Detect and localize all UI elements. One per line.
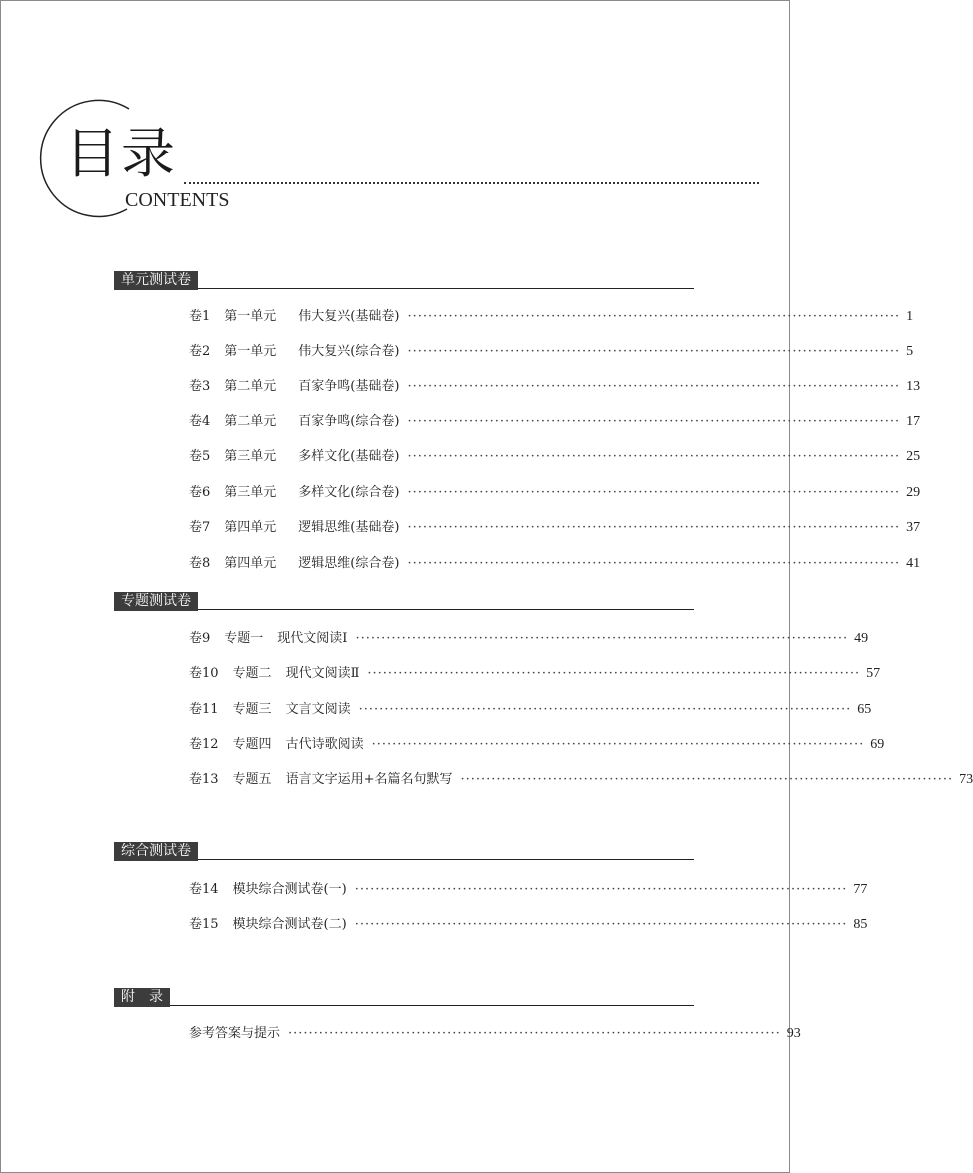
- section-header: [114, 269, 694, 289]
- section-header: [114, 840, 694, 860]
- dot-leader: ································································································: [407, 309, 901, 324]
- entry-page: 5: [906, 344, 914, 359]
- dot-leader: ································································································: [358, 702, 852, 717]
- toc-entry[interactable]: [189, 305, 914, 325]
- entry-label: 卷4: [189, 414, 211, 429]
- dot-leader: ································································································: [407, 449, 901, 464]
- entry-unit: 第一单元: [224, 309, 277, 324]
- entry-label: 卷11: [189, 702, 219, 717]
- dot-leader: ································································································: [407, 344, 901, 359]
- toc-entry[interactable]: [189, 627, 869, 647]
- entry-unit: 专题四: [232, 737, 272, 752]
- entry-label: 卷6: [189, 485, 211, 500]
- entry-page: 13: [906, 379, 921, 394]
- entry-page: 57: [866, 666, 881, 681]
- toc-entry[interactable]: [189, 1022, 801, 1042]
- entry-title: 模块综合测试卷(二): [232, 917, 347, 932]
- entry-label: 卷1: [189, 309, 211, 324]
- entry-label: 卷13: [189, 772, 219, 787]
- dot-leader: ································································································: [407, 520, 901, 535]
- entry-title: 伟大复兴(基础卷): [298, 309, 400, 324]
- dot-leader: ································································································: [355, 631, 849, 646]
- entry-page: 29: [906, 485, 921, 500]
- toc-entry[interactable]: [189, 445, 921, 465]
- entry-page: 77: [853, 882, 868, 897]
- entry-title: 参考答案与提示: [189, 1026, 281, 1041]
- section-header: [114, 986, 694, 1006]
- toc-entry[interactable]: [189, 662, 881, 682]
- title-dotted-rule: [184, 182, 759, 184]
- entry-label: 卷10: [189, 666, 219, 681]
- dot-leader: ································································································: [288, 1026, 781, 1041]
- entry-title: 现代文阅读Ⅰ: [277, 631, 348, 646]
- dot-leader: ································································································: [371, 737, 865, 752]
- toc-entry[interactable]: [189, 410, 921, 430]
- entry-unit: 第四单元: [224, 520, 277, 535]
- toc-entry[interactable]: [189, 516, 921, 536]
- entry-title: 模块综合测试卷(一): [232, 882, 347, 897]
- toc-entry[interactable]: [189, 733, 885, 753]
- entry-title: 逻辑思维(基础卷): [298, 520, 400, 535]
- entry-unit: 专题五: [232, 772, 272, 787]
- dot-leader: ································································································: [407, 379, 901, 394]
- entry-unit: 第一单元: [224, 344, 277, 359]
- entry-title: 古代诗歌阅读: [285, 737, 364, 752]
- entry-page: 65: [857, 702, 872, 717]
- section-title: 单元测试卷: [114, 271, 198, 290]
- entry-label: 卷12: [189, 737, 219, 752]
- toc-entry[interactable]: [189, 375, 921, 395]
- dot-leader: ································································································: [407, 485, 901, 500]
- entry-label: 卷15: [189, 917, 219, 932]
- entry-label: 卷3: [189, 379, 211, 394]
- page-subtitle: CONTENTS: [125, 189, 230, 211]
- entry-label: 卷8: [189, 556, 211, 571]
- toc-entry[interactable]: [189, 698, 872, 718]
- entry-label: 卷5: [189, 449, 211, 464]
- entry-title: 多样文化(综合卷): [298, 485, 400, 500]
- entry-unit: 第四单元: [224, 556, 277, 571]
- entry-unit: 第二单元: [224, 414, 277, 429]
- entry-title: 文言文阅读: [285, 702, 351, 717]
- entry-page: 49: [854, 631, 869, 646]
- dot-leader: ································································································: [460, 772, 954, 787]
- entry-page: 17: [906, 414, 921, 429]
- entry-label: 卷9: [189, 631, 211, 646]
- section-title: 综合测试卷: [114, 842, 198, 861]
- entry-unit: 第三单元: [224, 485, 277, 500]
- entry-page: 85: [853, 917, 868, 932]
- entry-unit: 专题一: [224, 631, 264, 646]
- section-header: [114, 590, 694, 610]
- entry-unit: 专题二: [232, 666, 272, 681]
- section-title: 专题测试卷: [114, 592, 198, 611]
- toc-entry[interactable]: [189, 552, 921, 572]
- entry-title: 现代文阅读Ⅱ: [285, 666, 360, 681]
- dot-leader: ································································································: [407, 556, 901, 571]
- dot-leader: ································································································: [367, 666, 861, 681]
- page-title: 目录: [65, 122, 177, 185]
- dot-leader: ································································································: [354, 882, 848, 897]
- entry-page: 1: [906, 309, 914, 324]
- section-title: 附 录: [114, 988, 170, 1007]
- entry-title: 百家争鸣(综合卷): [298, 414, 400, 429]
- toc-entry[interactable]: [189, 340, 914, 360]
- entry-title: 逻辑思维(综合卷): [298, 556, 400, 571]
- entry-title: 多样文化(基础卷): [298, 449, 400, 464]
- entry-page: 69: [870, 737, 885, 752]
- toc-entry[interactable]: [189, 768, 973, 788]
- entry-page: 25: [906, 449, 921, 464]
- entry-title: 伟大复兴(综合卷): [298, 344, 400, 359]
- entry-page: 93: [786, 1026, 801, 1041]
- entry-label: 卷2: [189, 344, 211, 359]
- entry-unit: 第二单元: [224, 379, 277, 394]
- toc-entry[interactable]: [189, 481, 921, 501]
- dot-leader: ································································································: [407, 414, 901, 429]
- dot-leader: ································································································: [354, 917, 848, 932]
- entry-page: 41: [906, 556, 921, 571]
- entry-page: 73: [959, 772, 973, 787]
- entry-unit: 第三单元: [224, 449, 277, 464]
- toc-entry[interactable]: [189, 878, 868, 898]
- entry-title: 语言文字运用+名篇名句默写: [285, 772, 453, 787]
- entry-unit: 专题三: [232, 702, 272, 717]
- entry-page: 37: [906, 520, 921, 535]
- entry-label: 卷7: [189, 520, 211, 535]
- entry-label: 卷14: [189, 882, 219, 897]
- toc-entry[interactable]: [189, 913, 868, 933]
- entry-title: 百家争鸣(基础卷): [298, 379, 400, 394]
